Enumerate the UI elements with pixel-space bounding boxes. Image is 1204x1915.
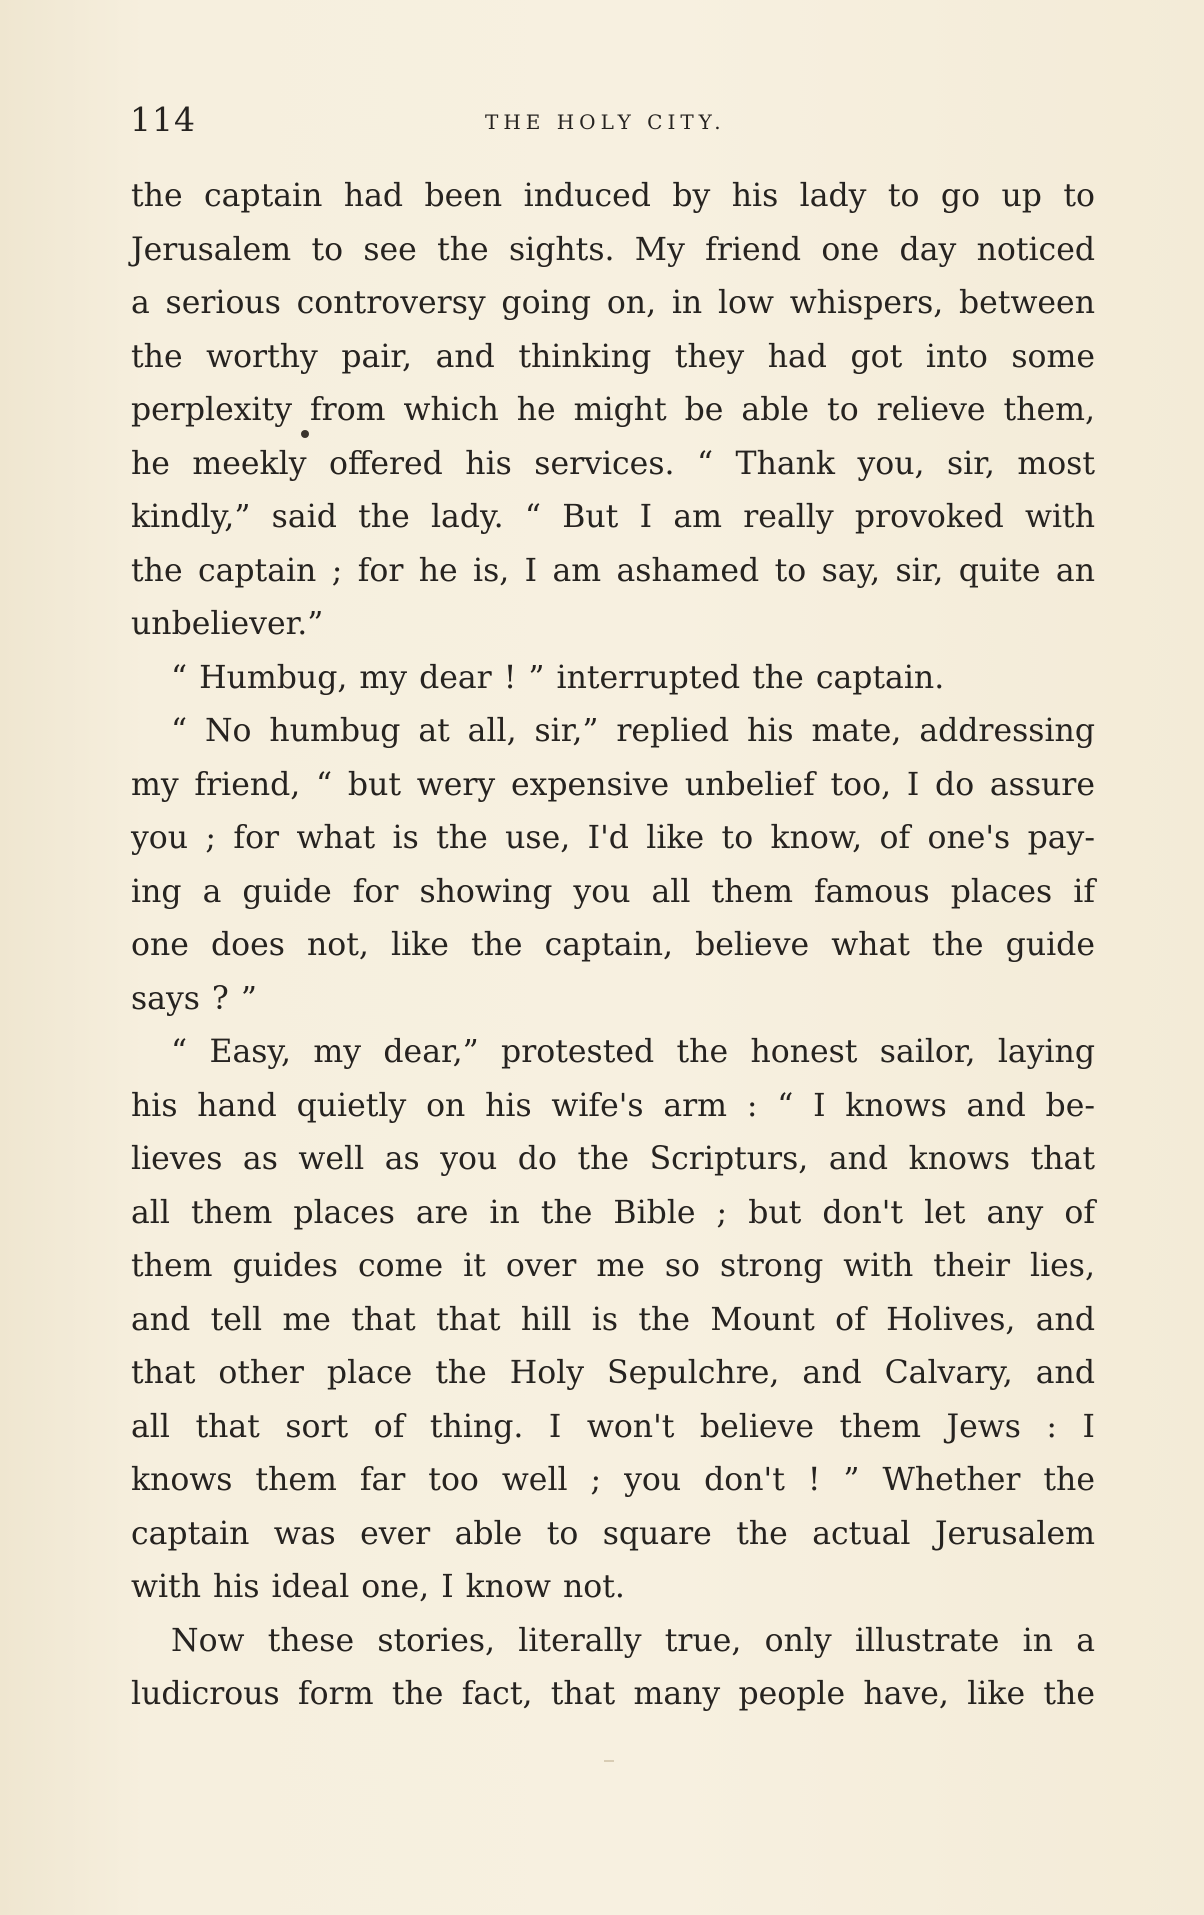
- text-line: Now these stories, literally true, only illustrate in a: [171, 1622, 1095, 1659]
- text-line: “ Easy, my dear,” protested the honest sailor, laying: [171, 1034, 1095, 1070]
- text-line: and tell me that that hill is the Mount of Holives, and: [131, 1301, 1095, 1338]
- text-line: says ? ”: [131, 980, 257, 1017]
- text-line: the worthy pair, and thinking they had got into some: [131, 338, 1095, 375]
- text-line: all that sort of thing. I won't believe them Jews : I: [131, 1408, 1095, 1445]
- text-line: perplexity from which he might be able to relieve them,: [131, 392, 1095, 428]
- paper-mark: [604, 1760, 614, 1762]
- text-line: ing a guide for showing you all them famous places if: [131, 873, 1095, 910]
- text-line: lieves as well as you do the Scripturs, and knows that: [131, 1141, 1095, 1177]
- text-line: them guides come it over me so strong with their lies,: [131, 1248, 1095, 1284]
- text-line: with his ideal one, I know not.: [131, 1569, 625, 1605]
- ink-blemish: [301, 430, 309, 438]
- text-line: one does not, like the captain, believe what the guide: [131, 927, 1095, 963]
- text-line: all them places are in the Bible ; but don't let any of: [131, 1194, 1095, 1231]
- text-line: captain was ever able to square the actual Jerusalem: [131, 1515, 1095, 1552]
- text-line: kindly,” said the lady. “ But I am really provoked with: [131, 499, 1095, 535]
- running-head: THE HOLY CITY.: [485, 110, 726, 134]
- text-line: the captain ; for he is, I am ashamed to say, sir, quite an: [131, 552, 1095, 589]
- text-line: “ Humbug, my dear ! ” interrupted the captain.: [171, 659, 945, 696]
- text-line: the captain had been induced by his lady to go up to: [131, 178, 1095, 214]
- page-header: [130, 100, 1090, 150]
- text-line: knows them far too well ; you don't ! ” Whether the: [131, 1462, 1095, 1498]
- text-line: his hand quietly on his wife's arm : “ I knows and be-: [131, 1087, 1095, 1124]
- text-line: “ No humbug at all, sir,” replied his mate, addressing: [171, 713, 1095, 749]
- body-text: [131, 170, 1095, 1722]
- text-line: my friend, “ but wery expensive unbelief too, I do assure: [131, 766, 1095, 803]
- text-line: you ; for what is the use, I'd like to know, of one's pay-: [131, 820, 1095, 856]
- text-line: he meekly offered his services. “ Thank you, sir, most: [131, 445, 1095, 482]
- text-line: unbeliever.”: [131, 606, 324, 642]
- page-number: 114: [130, 100, 196, 139]
- text-line: a serious controversy going on, in low whispers, between: [131, 285, 1095, 321]
- text-line: ludicrous form the fact, that many people have, like the: [131, 1676, 1095, 1712]
- text-line: that other place the Holy Sepulchre, and Calvary, and: [131, 1355, 1095, 1391]
- text-line: Jerusalem to see the sights. My friend one day noticed: [131, 231, 1095, 268]
